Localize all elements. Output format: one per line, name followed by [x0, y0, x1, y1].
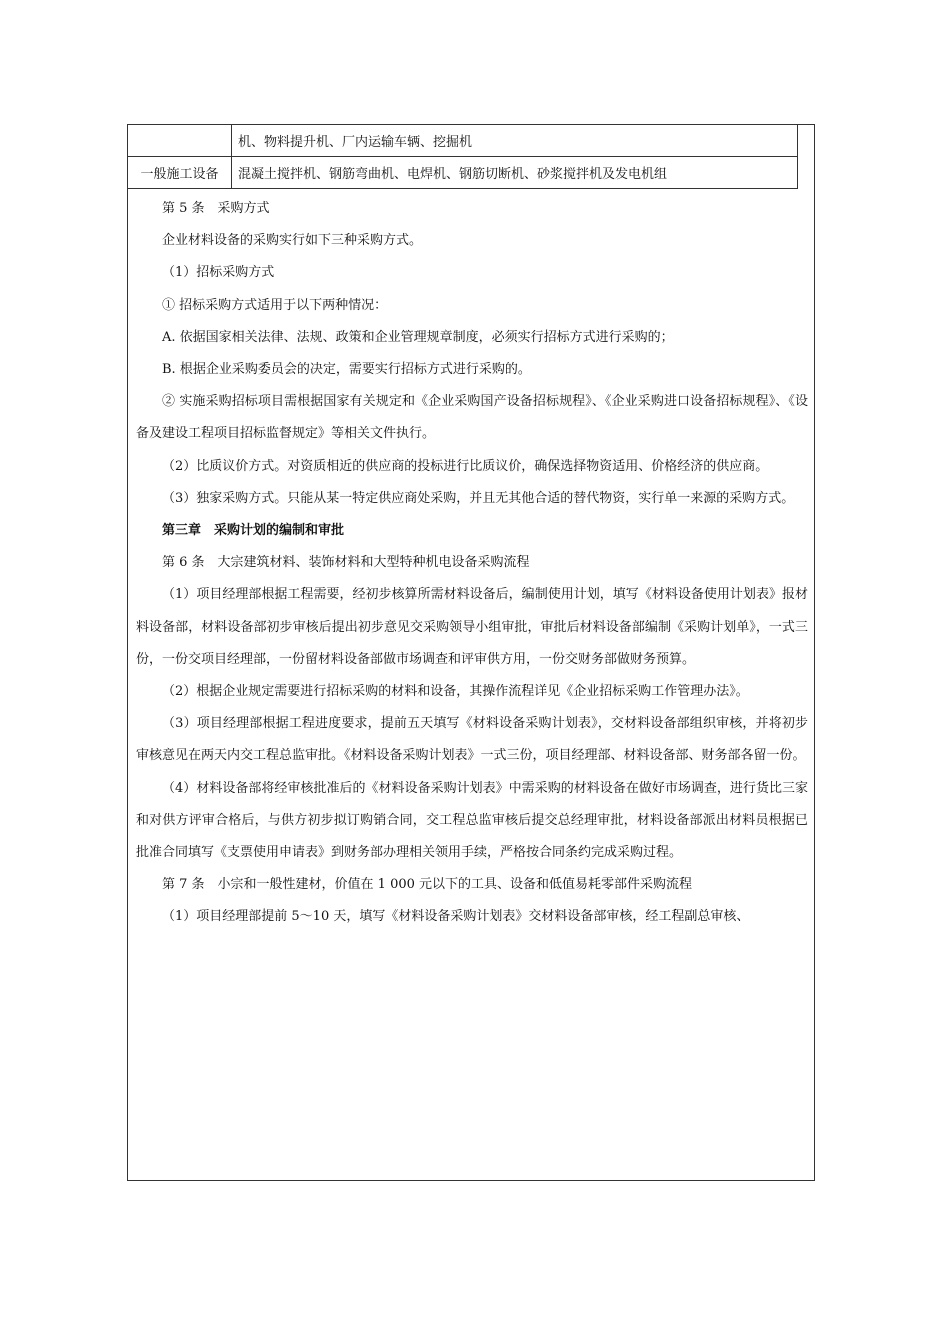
document-body	[136, 193, 808, 934]
table-cell-items: 机、物料提升机、厂内运输车辆、挖掘机	[232, 125, 798, 157]
article-heading: 第 6 条 大宗建筑材料、装饰材料和大型特种机电设备采购流程	[162, 555, 530, 571]
paragraph: （2）比质议价方式。对资质相近的供应商的投标进行比质议价，确保选择物资适用、价格经济的供应商。	[162, 458, 769, 474]
table-cell-category: 一般施工设备	[128, 157, 232, 189]
table-row	[128, 125, 798, 157]
table-cell-items: 混凝土搅拌机、钢筋弯曲机、电焊机、钢筋切断机、砂浆搅拌机及发电机组	[232, 157, 798, 189]
table-row	[128, 157, 798, 189]
paragraph: A. 依据国家相关法律、法规、政策和企业管理规章制度，必须实行招标方式进行采购的；	[162, 329, 674, 345]
paragraph: ② 实施采购招标项目需根据国家有关规定和《企业采购国产设备招标规程》、《企业采购进口设备招标规程》、《设备及建设工程项目招标监督规定》等相关文件执行。	[136, 394, 808, 442]
paragraph: （1）项目经理部根据工程需要，经初步核算所需材料设备后，编制使用计划，填写《材料设备使用计划表》报材料设备部，材料设备部初步审核后提出初步意见交采购领导小组审批，审批后材料设备部编制《采购计划单》，一式三份，一份交项目经理部，一份留材料设备部做市场调查和评审供方用，一份交财务部做财务预算。	[136, 587, 808, 667]
paragraph: 企业材料设备的采购实行如下三种采购方式。	[162, 233, 423, 249]
paragraph: （2）根据企业规定需要进行招标采购的材料和设备，其操作流程详见《企业招标采购工作管理办法》。	[162, 684, 749, 700]
paragraph: B. 根据企业采购委员会的决定，需要实行招标方式进行采购的。	[162, 362, 531, 378]
article-heading: 第 5 条 采购方式	[162, 201, 270, 216]
table-cell-category	[128, 125, 232, 157]
paragraph: （3）项目经理部根据工程进度要求，提前五天填写《材料设备采购计划表》，交材料设备部组织审核，并将初步审核意见在两天内交工程总监审批。《材料设备采购计划表》一式三份，项目经理部、材料设备部、财务部各留一份。	[136, 716, 808, 764]
paragraph: （3）独家采购方式。只能从某一特定供应商处采购，并且无其他合适的替代物资，实行单一来源的采购方式。	[162, 490, 795, 506]
article-heading: 第 7 条 小宗和一般性建材，价值在 1 000 元以下的工具、设备和低值易耗零部件采购流程	[162, 877, 693, 893]
paragraph: ① 招标采购方式适用于以下两种情况：	[162, 297, 388, 313]
paragraph: （1）招标采购方式	[162, 265, 275, 281]
chapter-heading: 第三章 采购计划的编制和审批	[162, 523, 345, 539]
paragraph: （1）项目经理部提前 5～10 天，填写《材料设备采购计划表》交材料设备部审核，经工程副总审核、	[162, 909, 750, 925]
equipment-table	[127, 124, 798, 189]
paragraph: （4）材料设备部将经审核批准后的《材料设备采购计划表》中需采购的材料设备在做好市场调查，进行货比三家和对供方评审合格后，与供方初步拟订购销合同，交工程总监审核后提交总经理审批，材料设备部派出材料员根据已批准合同填写《支票使用申请表》到财务部办理相关领用手续，严格按合同条约完成采购过程。	[136, 780, 808, 861]
